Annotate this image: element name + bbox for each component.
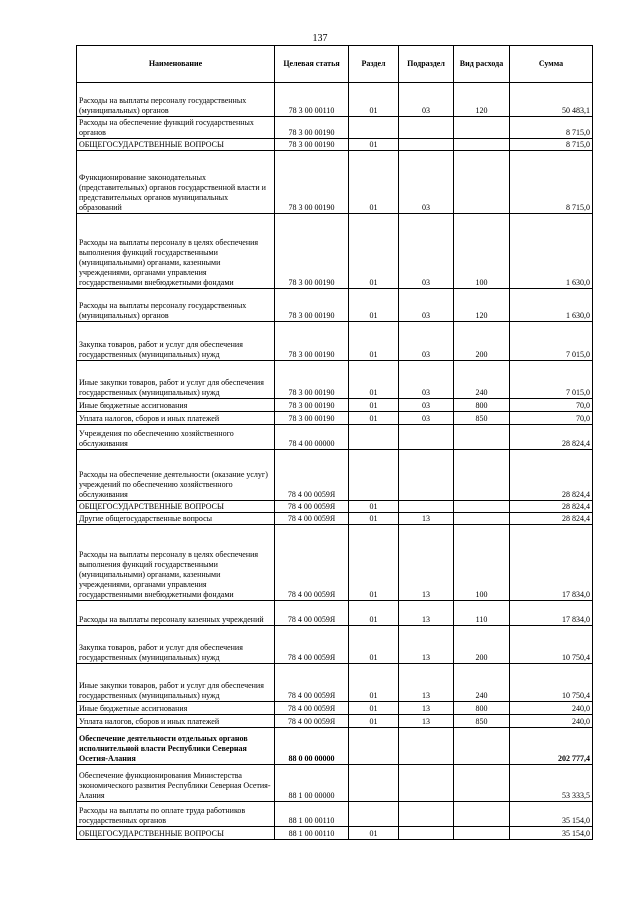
row-subsection [399, 765, 454, 802]
row-name: Закупка товаров, работ и услуг для обеспечения государственных (муниципальных) нужд [77, 322, 275, 361]
row-subsection [399, 425, 454, 450]
row-target-article: 78 4 00 0059Я [275, 626, 349, 664]
row-amount: 8 715,0 [510, 139, 593, 151]
row-subsection [399, 728, 454, 765]
row-section: 01 [349, 827, 399, 840]
row-name: Другие общегосударственные вопросы [77, 513, 275, 525]
row-expense-type [454, 765, 510, 802]
row-target-article: 88 1 00 00110 [275, 827, 349, 840]
row-expense-type [454, 501, 510, 513]
row-expense-type [454, 827, 510, 840]
row-target-article: 78 3 00 00190 [275, 322, 349, 361]
row-expense-type [454, 117, 510, 139]
table-row [77, 289, 593, 322]
row-section: 01 [349, 412, 399, 425]
row-subsection: 13 [399, 715, 454, 728]
page-number: 137 [312, 33, 328, 44]
row-expense-type: 800 [454, 702, 510, 715]
row-target-article: 78 3 00 00190 [275, 361, 349, 399]
row-subsection [399, 802, 454, 827]
row-name: Уплата налогов, сборов и иных платежей [77, 715, 275, 728]
row-expense-type [454, 139, 510, 151]
row-target-article: 78 3 00 00190 [275, 412, 349, 425]
header-section: Раздел [349, 46, 399, 83]
row-name: Уплата налогов, сборов и иных платежей [77, 412, 275, 425]
row-subsection: 13 [399, 525, 454, 601]
row-name: Расходы на обеспечение функций государственных органов [77, 117, 275, 139]
row-section: 01 [349, 626, 399, 664]
row-target-article: 78 3 00 00190 [275, 117, 349, 139]
row-subsection: 03 [399, 289, 454, 322]
row-expense-type [454, 802, 510, 827]
row-section [349, 450, 399, 501]
row-subsection: 03 [399, 151, 454, 214]
row-name: Иные закупки товаров, работ и услуг для обеспечения государственных (муниципальных) нужд [77, 361, 275, 399]
row-section: 01 [349, 289, 399, 322]
row-name: Функционирование законодательных (представительных) органов государственной власти и представительных органов муниципальных образований [77, 151, 275, 214]
row-subsection: 13 [399, 664, 454, 702]
row-expense-type: 120 [454, 83, 510, 117]
row-subsection: 03 [399, 361, 454, 399]
row-expense-type [454, 151, 510, 214]
header-name: Наименование [77, 46, 275, 83]
row-section: 01 [349, 361, 399, 399]
row-target-article: 78 3 00 00190 [275, 399, 349, 412]
table-row [77, 601, 593, 626]
row-name: Расходы на выплаты персоналу государственных (муниципальных) органов [77, 289, 275, 322]
row-name: Обеспечение деятельности отдельных органов исполнительной власти Республики Северная Осетия-Алания [77, 728, 275, 765]
row-expense-type: 800 [454, 399, 510, 412]
row-section: 01 [349, 525, 399, 601]
row-amount: 8 715,0 [510, 151, 593, 214]
row-name: ОБЩЕГОСУДАРСТВЕННЫЕ ВОПРОСЫ [77, 827, 275, 840]
table-row [77, 83, 593, 117]
row-name: Обеспечение функционирования Министерства экономического развития Республики Северная Осетия-Алания [77, 765, 275, 802]
row-amount: 7 015,0 [510, 361, 593, 399]
row-expense-type: 120 [454, 289, 510, 322]
row-amount: 70,0 [510, 412, 593, 425]
row-section: 01 [349, 664, 399, 702]
row-subsection: 03 [399, 412, 454, 425]
row-amount: 28 824,4 [510, 501, 593, 513]
row-name: Иные бюджетные ассигнования [77, 702, 275, 715]
row-amount: 28 824,4 [510, 450, 593, 501]
row-subsection: 13 [399, 601, 454, 626]
table-header-row [77, 46, 593, 83]
table-row [77, 361, 593, 399]
row-target-article: 88 1 00 00000 [275, 765, 349, 802]
row-section: 01 [349, 214, 399, 289]
row-target-article: 78 4 00 0059Я [275, 501, 349, 513]
row-target-article: 78 3 00 00190 [275, 289, 349, 322]
row-amount: 50 483,1 [510, 83, 593, 117]
row-name: Иные закупки товаров, работ и услуг для обеспечения государственных (муниципальных) нужд [77, 664, 275, 702]
row-amount: 8 715,0 [510, 117, 593, 139]
table-row [77, 399, 593, 412]
table-row [77, 501, 593, 513]
row-section [349, 728, 399, 765]
table-row [77, 664, 593, 702]
table-row [77, 322, 593, 361]
row-expense-type [454, 425, 510, 450]
row-amount: 240,0 [510, 702, 593, 715]
row-subsection [399, 139, 454, 151]
row-name: Учреждения по обеспечению хозяйственного обслуживания [77, 425, 275, 450]
row-subsection [399, 501, 454, 513]
row-expense-type: 100 [454, 214, 510, 289]
row-amount: 35 154,0 [510, 827, 593, 840]
row-target-article: 78 4 00 0059Я [275, 715, 349, 728]
table-row [77, 151, 593, 214]
row-name: Иные бюджетные ассигнования [77, 399, 275, 412]
row-section: 01 [349, 139, 399, 151]
table-body [77, 83, 593, 840]
row-section: 01 [349, 715, 399, 728]
row-section [349, 802, 399, 827]
header-expense-type: Вид расхода [454, 46, 510, 83]
table-row [77, 425, 593, 450]
row-target-article: 78 4 00 00000 [275, 425, 349, 450]
header-target-article: Целевая статья [275, 46, 349, 83]
row-name: Расходы на обеспечение деятельности (оказание услуг) учреждений по обеспечению хозяйственного обслуживания [77, 450, 275, 501]
row-name: Расходы на выплаты персоналу в целях обеспечения выполнения функций государственными (муниципальными) органами, казенными учреждениями, органами управления государственными внебюджетными фондами [77, 525, 275, 601]
row-subsection: 03 [399, 214, 454, 289]
budget-table [76, 45, 593, 840]
row-amount: 17 834,0 [510, 601, 593, 626]
row-name: ОБЩЕГОСУДАРСТВЕННЫЕ ВОПРОСЫ [77, 139, 275, 151]
row-section: 01 [349, 83, 399, 117]
row-target-article: 78 3 00 00190 [275, 139, 349, 151]
row-subsection [399, 827, 454, 840]
row-expense-type [454, 450, 510, 501]
row-subsection [399, 450, 454, 501]
row-name: Расходы на выплаты персоналу в целях обеспечения выполнения функций государственными (муниципальными) органами, казенными учреждениями, органами управления государственными внебюджетными фондами [77, 214, 275, 289]
row-subsection: 13 [399, 626, 454, 664]
table-row [77, 827, 593, 840]
row-target-article: 78 4 00 0059Я [275, 702, 349, 715]
row-subsection: 03 [399, 399, 454, 412]
table-row [77, 702, 593, 715]
row-expense-type: 240 [454, 664, 510, 702]
row-name: Расходы на выплаты персоналу государственных (муниципальных) органов [77, 83, 275, 117]
row-expense-type [454, 728, 510, 765]
row-section: 01 [349, 322, 399, 361]
table-row [77, 450, 593, 501]
table-row [77, 765, 593, 802]
row-section: 01 [349, 151, 399, 214]
row-name: Расходы на выплаты по оплате труда работников государственных органов [77, 802, 275, 827]
row-expense-type: 850 [454, 715, 510, 728]
row-section: 01 [349, 601, 399, 626]
row-section [349, 117, 399, 139]
row-expense-type: 200 [454, 322, 510, 361]
table-row [77, 117, 593, 139]
table-row [77, 412, 593, 425]
row-target-article: 78 3 00 00190 [275, 151, 349, 214]
table-row [77, 525, 593, 601]
row-amount: 28 824,4 [510, 425, 593, 450]
row-target-article: 78 3 00 00110 [275, 83, 349, 117]
row-section: 01 [349, 501, 399, 513]
row-section: 01 [349, 399, 399, 412]
row-amount: 7 015,0 [510, 322, 593, 361]
table-row [77, 214, 593, 289]
table-row [77, 728, 593, 765]
row-name: ОБЩЕГОСУДАРСТВЕННЫЕ ВОПРОСЫ [77, 501, 275, 513]
header-subsection: Подраздел [399, 46, 454, 83]
row-subsection: 03 [399, 83, 454, 117]
row-amount: 202 777,4 [510, 728, 593, 765]
row-subsection: 13 [399, 513, 454, 525]
row-expense-type: 200 [454, 626, 510, 664]
row-subsection [399, 117, 454, 139]
row-amount: 53 333,5 [510, 765, 593, 802]
row-amount: 10 750,4 [510, 626, 593, 664]
row-target-article: 88 0 00 00000 [275, 728, 349, 765]
row-amount: 28 824,4 [510, 513, 593, 525]
row-target-article: 88 1 00 00110 [275, 802, 349, 827]
row-amount: 1 630,0 [510, 214, 593, 289]
row-subsection: 03 [399, 322, 454, 361]
table-row [77, 139, 593, 151]
row-subsection: 13 [399, 702, 454, 715]
row-target-article: 78 4 00 0059Я [275, 525, 349, 601]
header-amount: Сумма [510, 46, 593, 83]
row-section: 01 [349, 513, 399, 525]
row-target-article: 78 4 00 0059Я [275, 664, 349, 702]
row-amount: 1 630,0 [510, 289, 593, 322]
row-expense-type: 240 [454, 361, 510, 399]
row-section [349, 425, 399, 450]
row-name: Закупка товаров, работ и услуг для обеспечения государственных (муниципальных) нужд [77, 626, 275, 664]
row-target-article: 78 4 00 0059Я [275, 450, 349, 501]
table-row [77, 626, 593, 664]
row-expense-type: 110 [454, 601, 510, 626]
row-section: 01 [349, 702, 399, 715]
table-row [77, 513, 593, 525]
row-target-article: 78 3 00 00190 [275, 214, 349, 289]
row-amount: 17 834,0 [510, 525, 593, 601]
row-target-article: 78 4 00 0059Я [275, 601, 349, 626]
row-expense-type: 100 [454, 525, 510, 601]
table-row [77, 802, 593, 827]
row-expense-type [454, 513, 510, 525]
row-name: Расходы на выплаты персоналу казенных учреждений [77, 601, 275, 626]
row-amount: 35 154,0 [510, 802, 593, 827]
row-amount: 240,0 [510, 715, 593, 728]
row-target-article: 78 4 00 0059Я [275, 513, 349, 525]
row-section [349, 765, 399, 802]
row-amount: 70,0 [510, 399, 593, 412]
row-amount: 10 750,4 [510, 664, 593, 702]
row-expense-type: 850 [454, 412, 510, 425]
table-row [77, 715, 593, 728]
